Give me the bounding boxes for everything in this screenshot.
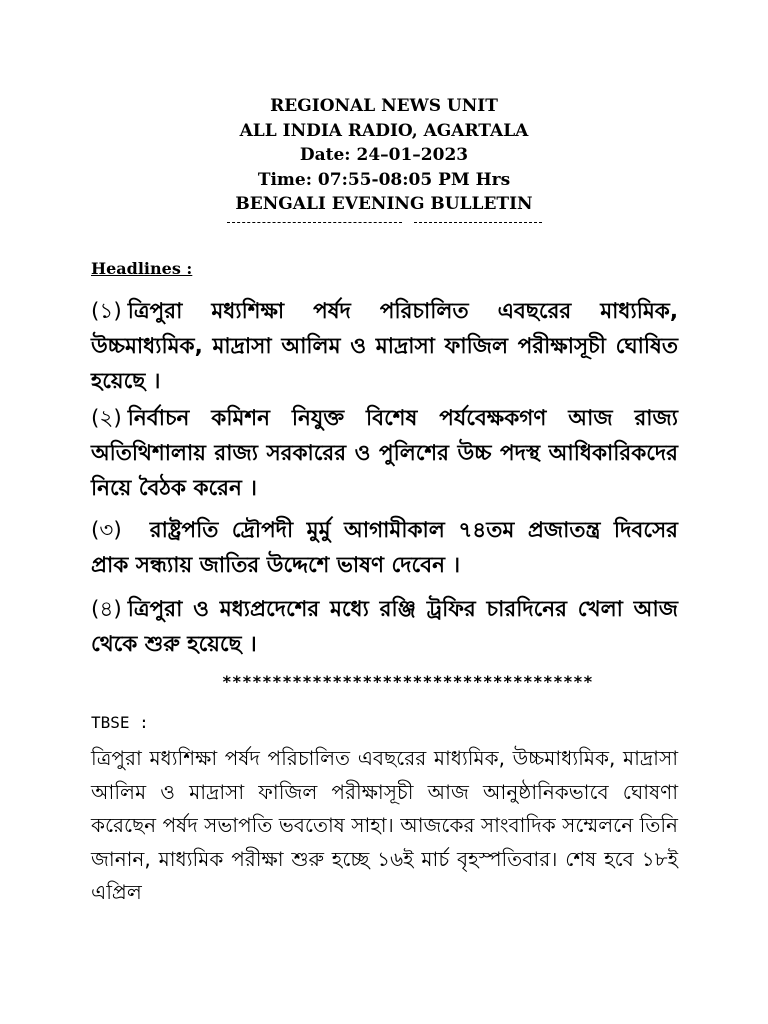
headline-text: রাষ্ট্রপতি দ্রৌপদী মুর্মু আগামীকাল ৭৪তম প্রজাতন্ত্র দিবসের প্রাক সন্ধ্যায় জাতির উদ্দেশে ভাষণ দেবেন । (91, 518, 678, 578)
section-body: ত্রিপুরা মধ্যশিক্ষা পর্ষদ পরিচালিত এবছরের মাধ্যমিক, উচ্চমাধ্যমিক, মাদ্রাসা আলিম ও মাদ্রাসা ফাজিল পরীক্ষাসূচী আজ আনুষ্ঠানিকভাবে ঘোষণা করেছেন পর্ষদ সভাপতি ভবতোষ সাহা। আজকের সাংবাদিক সম্মেলনে তিনি জানান, মাধ্যমিক পরীক্ষা শুরু হচ্ছে ১৬ই মার্চ বৃহস্পতিবার। শেষ হবে ১৮ই এপ্রিল (91, 746, 678, 904)
header-time: Time: 07:55-08:05 PM Hrs (257, 169, 511, 190)
divider-right (414, 222, 542, 223)
headline-text: ত্রিপুরা মধ্যশিক্ষা পর্ষদ পরিচালিত এবছরের মাধ্যমিক, উচ্চমাধ্যমিক, মাদ্রাসা আলিম ও মাদ্রাসা ফাজিল পরীক্ষাসূচী ঘোষিত হয়েছে । (91, 299, 678, 394)
headlines-label: Headlines : (91, 259, 193, 278)
headline-number: (১) (91, 299, 122, 324)
headline-item (91, 513, 678, 583)
headline-text: ত্রিপুরা ও মধ্যপ্রদেশের মধ্যে রঞ্জি ট্রফির চারদিনের খেলা আজ থেকে শুরু হয়েছে । (91, 597, 678, 657)
headline-number: (৩) (91, 518, 122, 543)
section-title: TBSE : (91, 713, 149, 732)
headline-number: (২) (91, 406, 122, 431)
header-date: Date: 24–01–2023 (299, 145, 469, 165)
headline-item (91, 592, 678, 662)
headline-item (91, 294, 678, 399)
header-station: ALL INDIA RADIO, AGARTALA (239, 120, 529, 141)
header-unit: REGIONAL NEWS UNIT (270, 96, 498, 116)
headline-text: নির্বাচন কমিশন নিযুক্ত বিশেষ পর্যবেক্ষকগণ আজ রাজ্য অতিথিশালায় রাজ্য সরকারের ও পুলিশের উচ্চ পদস্থ আধিকারিকদের নিয়ে বৈঠক করেন । (91, 406, 678, 501)
separator-stars: ************************************* (222, 672, 594, 691)
bulletin-header (0, 94, 768, 217)
header-bulletin: BENGALI EVENING BULLETIN (235, 194, 533, 214)
divider-left (227, 222, 402, 223)
headline-number: (৪) (91, 597, 122, 622)
headline-item (91, 401, 678, 506)
